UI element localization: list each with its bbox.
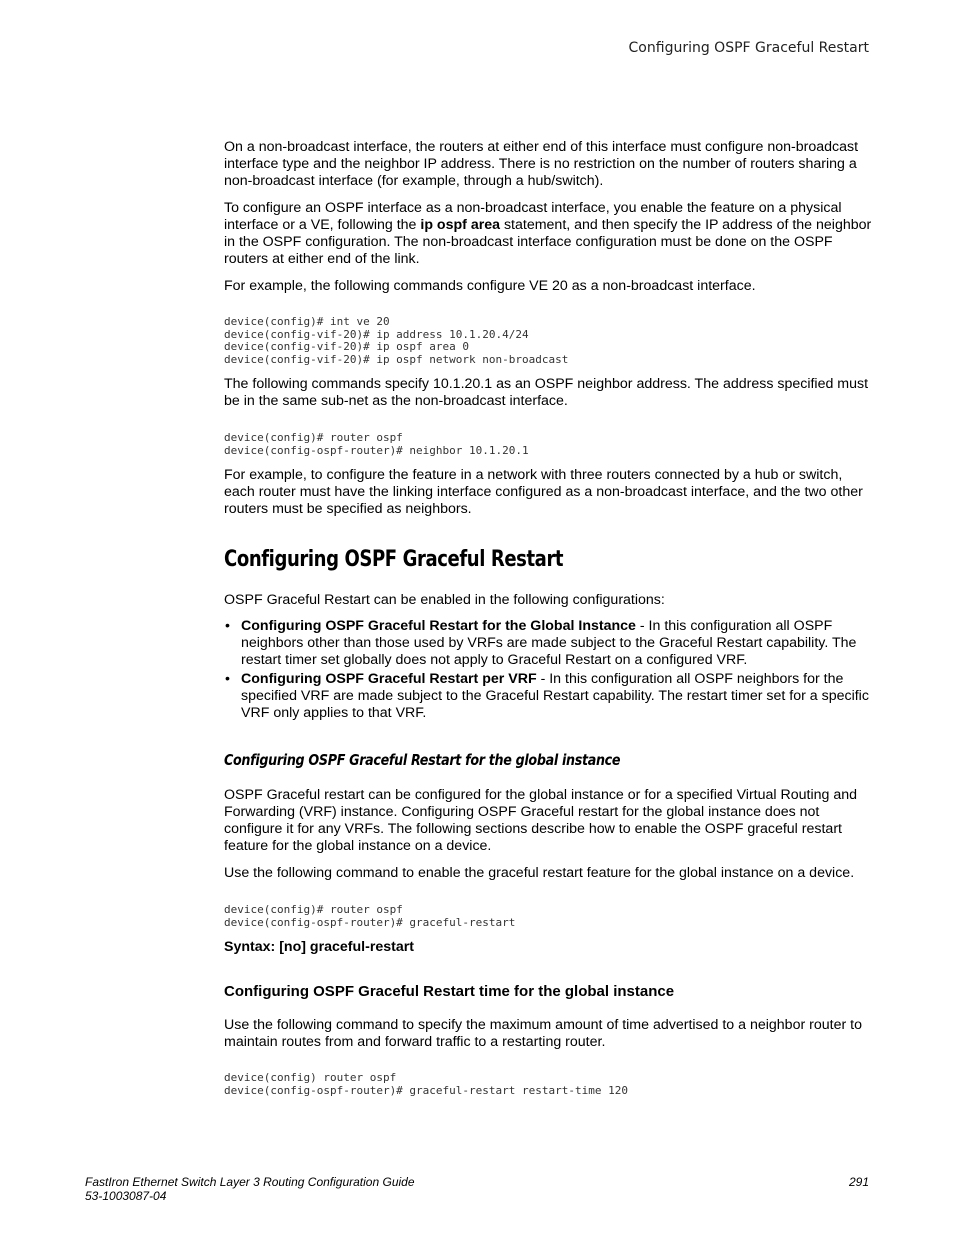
configuration-list [224,618,872,722]
inline-command: ip ospf area [420,217,501,233]
list-item-text: - In this configuration all OSPF neighbors other than those used by VRFs are made subject to the Graceful Restart capability. The restart timer set globally does not apply to Graceful Restart on a configured VRF. [241,618,857,668]
code-block-neighbor: device(config)# router ospf device(config-ospf-router)# neighbor 10.1.20.1 [224,431,529,457]
code-block-ve20: device(config)# int ve 20 device(config-vif-20)# ip address 10.1.20.4/24 device(config-vif-20)# ip ospf area 0 device(config-vif-20)# ip ospf network non-broadcast [224,315,569,366]
bullet-marker: • [225,671,230,687]
paragraph-configurations-intro: OSPF Graceful Restart can be enabled in the following configurations: [224,592,665,608]
footer-guide-info [85,1175,415,1203]
paragraph-configure-non-broadcast [224,200,872,268]
footer-doc-number: 53-1003087-04 [85,1189,167,1203]
paragraph-non-broadcast-intro: On a non-broadcast interface, the routers at either end of this interface must configure non-broadcast interface type and the neighbor IP address. There is no restriction on the number of routers sharing a non-broadcast interface (for example, through a hub/switch). [224,139,859,189]
paragraph-neighbor-address: The following commands specify 10.1.20.1 as an OSPF neighbor address. The address specified must be in the same sub-net as the non-broadcast interface. [224,376,869,409]
bullet-marker: • [225,618,230,634]
footer-guide-title: FastIron Ethernet Switch Layer 3 Routing Configuration Guide [85,1175,415,1189]
subsection-heading: Configuring OSPF Graceful Restart for the global instance [224,751,621,769]
paragraph-three-routers: For example, to configure the feature in a network with three routers connected by a hub or switch, each router must have the linking interface configured as a non-broadcast interface, and the two other routers must be specified as neighbors. [224,467,863,517]
list-item-title: Configuring OSPF Graceful Restart per VRF [241,671,537,687]
section-heading: Configuring OSPF Graceful Restart [224,547,564,572]
text-run: To configure an OSPF interface as a non-broadcast interface, you enable the feature on a physical interface or a VE, following the [224,200,842,233]
running-header: Configuring OSPF Graceful Restart [628,40,869,56]
paragraph-global-instance: OSPF Graceful restart can be configured for the global instance or for a specified Virtual Routing and Forwarding (VRF) instance. Configuring OSPF Graceful restart for the global instance does not configure it for any VRFs. The following sections describe how to enable the OSPF graceful restart feature for the global instance on a device. [224,787,858,854]
code-block-restart-time: device(config) router ospf device(config-ospf-router)# graceful-restart restart-time 120 [224,1071,628,1097]
paragraph-restart-time: Use the following command to specify the maximum amount of time advertised to a neighbor router to maintain routes from and forward traffic to a restarting router. [224,1017,862,1050]
text-run: statement, and then specify the IP address of the neighbor in the OSPF configuration. The non-broadcast interface configuration must be done on the OSPF routers at either end of the link. [224,217,872,267]
minor-heading: Configuring OSPF Graceful Restart time for the global instance [224,983,675,1000]
list-item-text: - In this configuration all OSPF neighbors for the specified VRF are made subject to the Graceful Restart capability. The restart timer set for a specific VRF only applies to that VRF. [241,671,869,721]
syntax-line: Syntax: [no] graceful-restart [224,939,414,955]
paragraph-enable-command: Use the following command to enable the graceful restart feature for the global instance on a device. [224,865,855,881]
code-block-graceful-restart: device(config)# router ospf device(config-ospf-router)# graceful-restart [224,903,516,929]
list-item-title: Configuring OSPF Graceful Restart for the Global Instance [241,618,636,634]
paragraph-example-ve20: For example, the following commands configure VE 20 as a non-broadcast interface. [224,278,756,294]
list-item [224,618,872,669]
page-number: 291 [848,1175,869,1189]
list-item [224,671,872,722]
